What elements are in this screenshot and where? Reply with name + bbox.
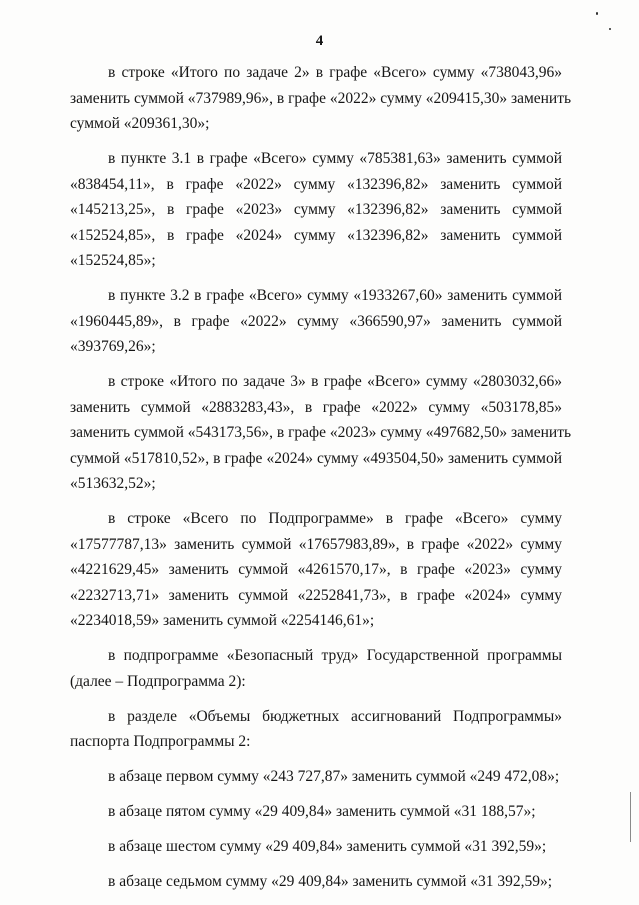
paragraph [70, 643, 562, 694]
text-line: в абзаце шестом сумму «29 409,84» заменить суммой «31 392,59»; [108, 838, 547, 855]
paragraph [70, 506, 562, 634]
text-line: суммой «209361,30»; [70, 115, 210, 132]
paragraph [70, 369, 572, 497]
paragraph [70, 869, 562, 895]
text-line: в строке «Всего по Подпрограмме» в графе «Всего» сумму [108, 510, 562, 527]
page-number: 4 [315, 33, 324, 49]
paragraph [70, 834, 562, 860]
scan-speck [609, 28, 611, 30]
text-line: «4221629,45» заменить суммой «4261570,17», в графе «2023» сумму [70, 561, 562, 578]
text-line: в пункте 3.2 в графе «Всего» сумму «1933267,60» заменить суммой [108, 287, 562, 304]
text-line: «2234018,59» заменить суммой «2254146,61»; [70, 612, 375, 629]
text-line: в разделе «Объемы бюджетных ассигнований Подпрограммы» [108, 707, 562, 725]
scan-speck [596, 12, 598, 15]
paragraph [70, 60, 572, 137]
text-line: «145213,25», в графе «2023» сумму «132396,82» заменить суммой [70, 201, 562, 218]
text-line: в пункте 3.1 в графе «Всего» сумму «785381,63» заменить суммой [108, 150, 562, 167]
text-line: заменить суммой «543173,56», в графе «2023» сумму «497682,50» заменить [70, 424, 572, 441]
text-line: в строке «Итого по задаче 3» в графе «Всего» сумму «2803032,66» [108, 373, 562, 390]
text-line: в абзаце седьмом сумму «29 409,84» заменить суммой «31 392,59»; [108, 873, 553, 890]
text-line: «152524,85», в графе «2024» сумму «132396,82» заменить суммой [70, 226, 562, 244]
text-line: паспорта Подпрограммы 2: [70, 733, 251, 750]
paragraph [70, 146, 562, 274]
text-line: в подпрограмме «Безопасный труд» Государственной программы [108, 647, 562, 664]
text-line: «152524,85»; [70, 252, 156, 269]
text-line: «1960445,89», в графе «2022» сумму «366590,97» заменить суммой [70, 312, 562, 330]
text-line: в абзаце первом сумму «243 727,87» заменить суммой «249 472,08»; [108, 768, 560, 785]
paragraph [70, 283, 562, 360]
text-line: в строке «Итого по задаче 2» в графе «Всего» сумму «738043,96» [108, 64, 562, 81]
text-line: суммой «517810,52», в графе «2024» сумму «493504,50» заменить суммой [70, 449, 562, 467]
paragraph [70, 764, 562, 790]
paragraph [70, 704, 562, 755]
document-body [70, 60, 572, 904]
scan-edge-mark [630, 792, 631, 842]
text-line: «838454,11», в графе «2022» сумму «132396,82» заменить суммой [70, 175, 562, 193]
text-line: (далее – Подпрограмма 2): [70, 672, 246, 690]
text-line: «17577787,13» заменить суммой «17657983,89», в графе «2022» сумму [70, 535, 562, 553]
text-line: заменить суммой «2883283,43», в графе «2022» сумму «503178,85» [70, 398, 562, 416]
text-line: в абзаце пятом сумму «29 409,84» заменить суммой «31 188,57»; [108, 803, 536, 820]
text-line: «393769,26»; [70, 338, 156, 355]
text-line: заменить суммой «737989,96», в графе «2022» сумму «209415,30» заменить [70, 89, 572, 107]
text-line: «2232713,71» заменить суммой «2252841,73», в графе «2024» сумму [70, 586, 562, 604]
text-line: «513632,52»; [70, 475, 156, 492]
paragraph [70, 799, 562, 825]
